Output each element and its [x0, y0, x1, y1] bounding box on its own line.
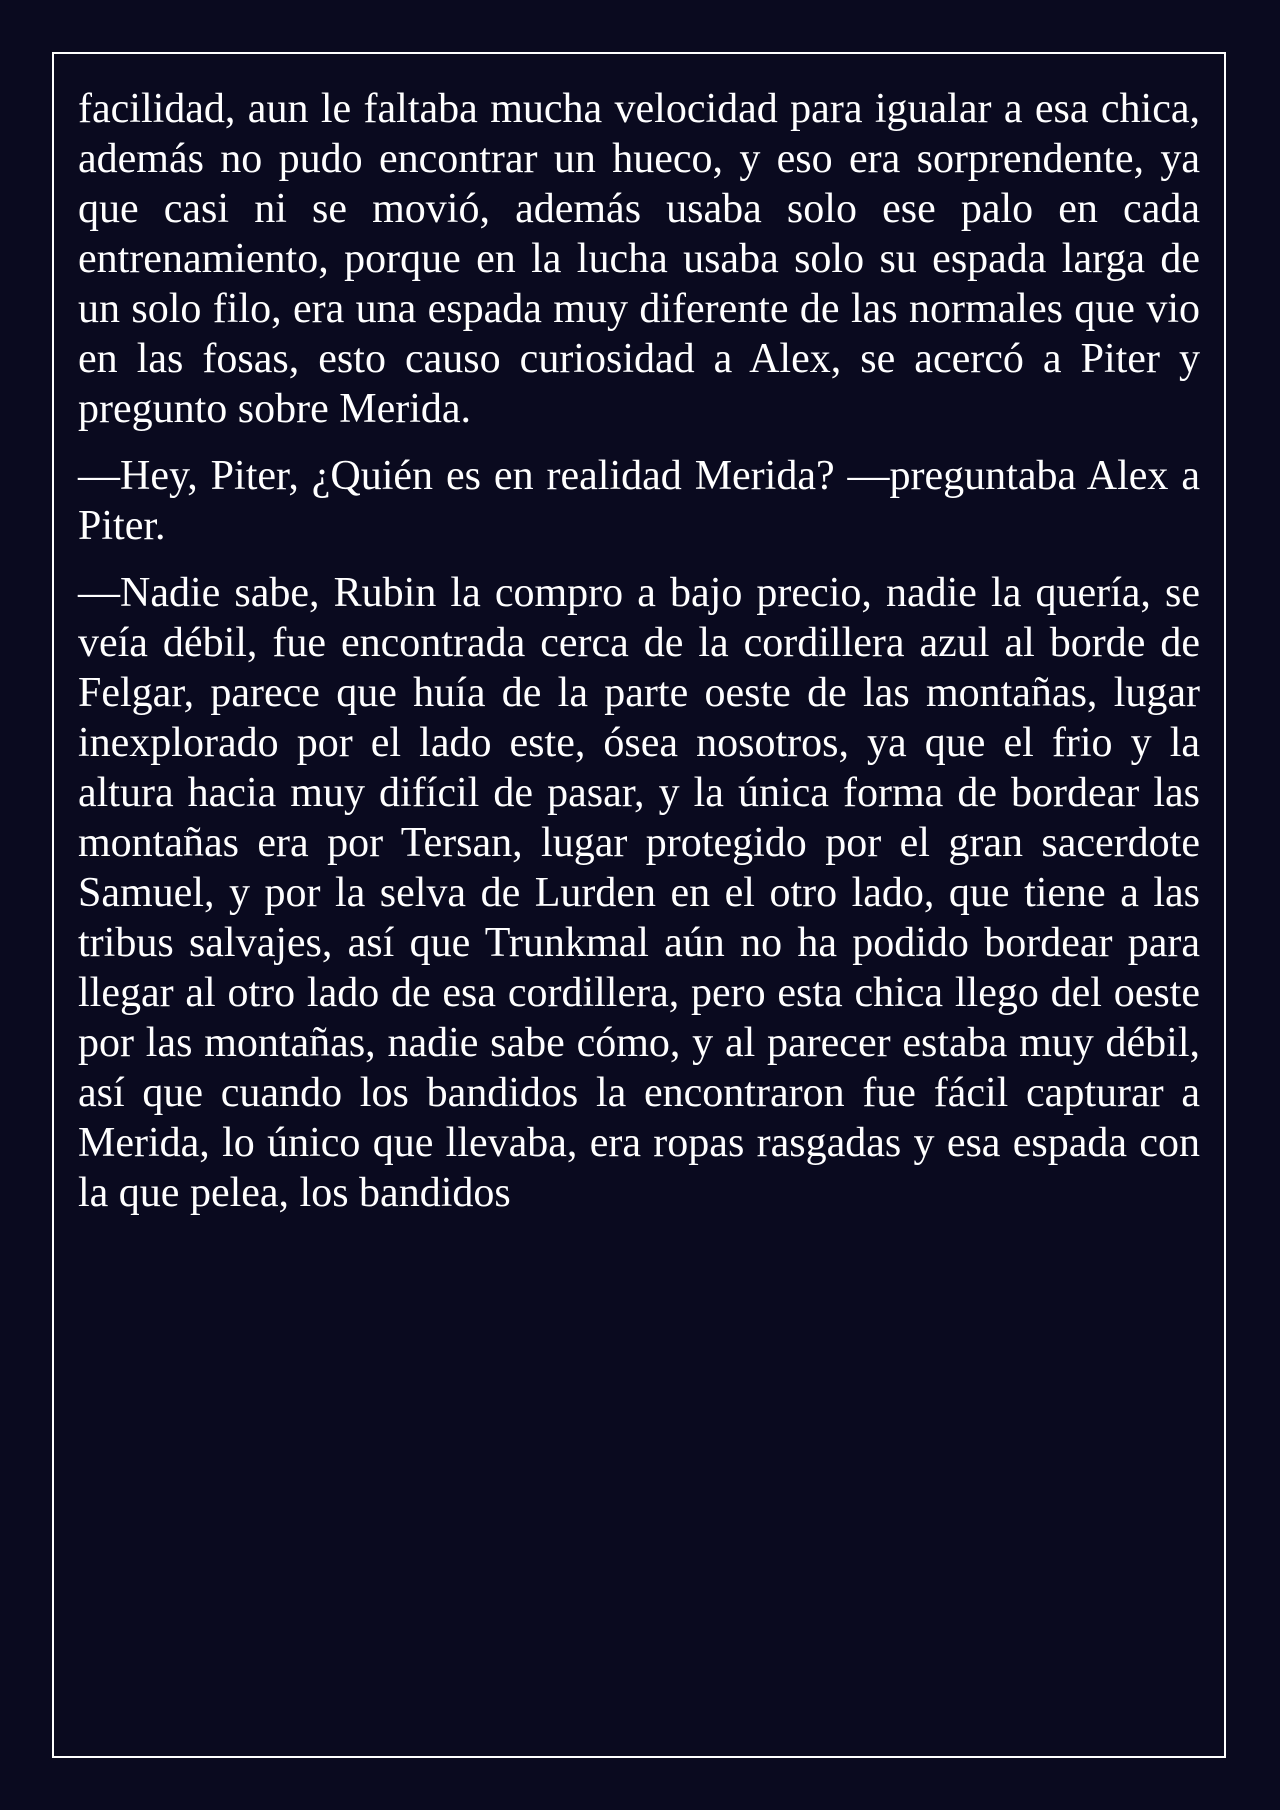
paragraph-3: —Nadie sabe, Rubin la compro a bajo precio, nadie la quería, se veía débil, fue encontrada cerca de la cordillera azul al borde de Felgar, parece que huía de la parte oeste de las montañas, lugar inexplorado por el lado este, ósea nosotros, ya que el frio y la altura hacia muy difícil de pasar, y la única forma de bordear las montañas era por Tersan, lugar protegido por el gran sacerdote Samuel, y por la selva de Lurden en el otro lado, que tiene a las tribus salvajes, así que Trunkmal aún no ha podido bordear para llegar al otro lado de esa cordillera, pero esta chica llego del oeste por las montañas, nadie sabe cómo, y al parecer estaba muy débil, así que cuando los bandidos la encontraron fue fácil capturar a Merida, lo único que llevaba, era ropas rasgadas y esa espada con la que pelea, los bandidos	[78, 570, 1200, 1216]
paragraph-2: —Hey, Piter, ¿Quién es en realidad Merida? —preguntaba Alex a Piter.	[78, 453, 1200, 549]
reader-text-body	[78, 84, 1200, 1235]
paragraph-1: facilidad, aun le faltaba mucha velocidad para igualar a esa chica, además no pudo encontrar un hueco, y eso era sorprendente, ya que casi ni se movió, además usaba solo ese palo en cada entrenamiento, porque en la lucha usaba solo su espada larga de un solo filo, era una espada muy diferente de las normales que vio en las fosas, esto causo curiosidad a Alex, se acercó a Piter y pregunto sobre Merida.	[78, 86, 1200, 432]
